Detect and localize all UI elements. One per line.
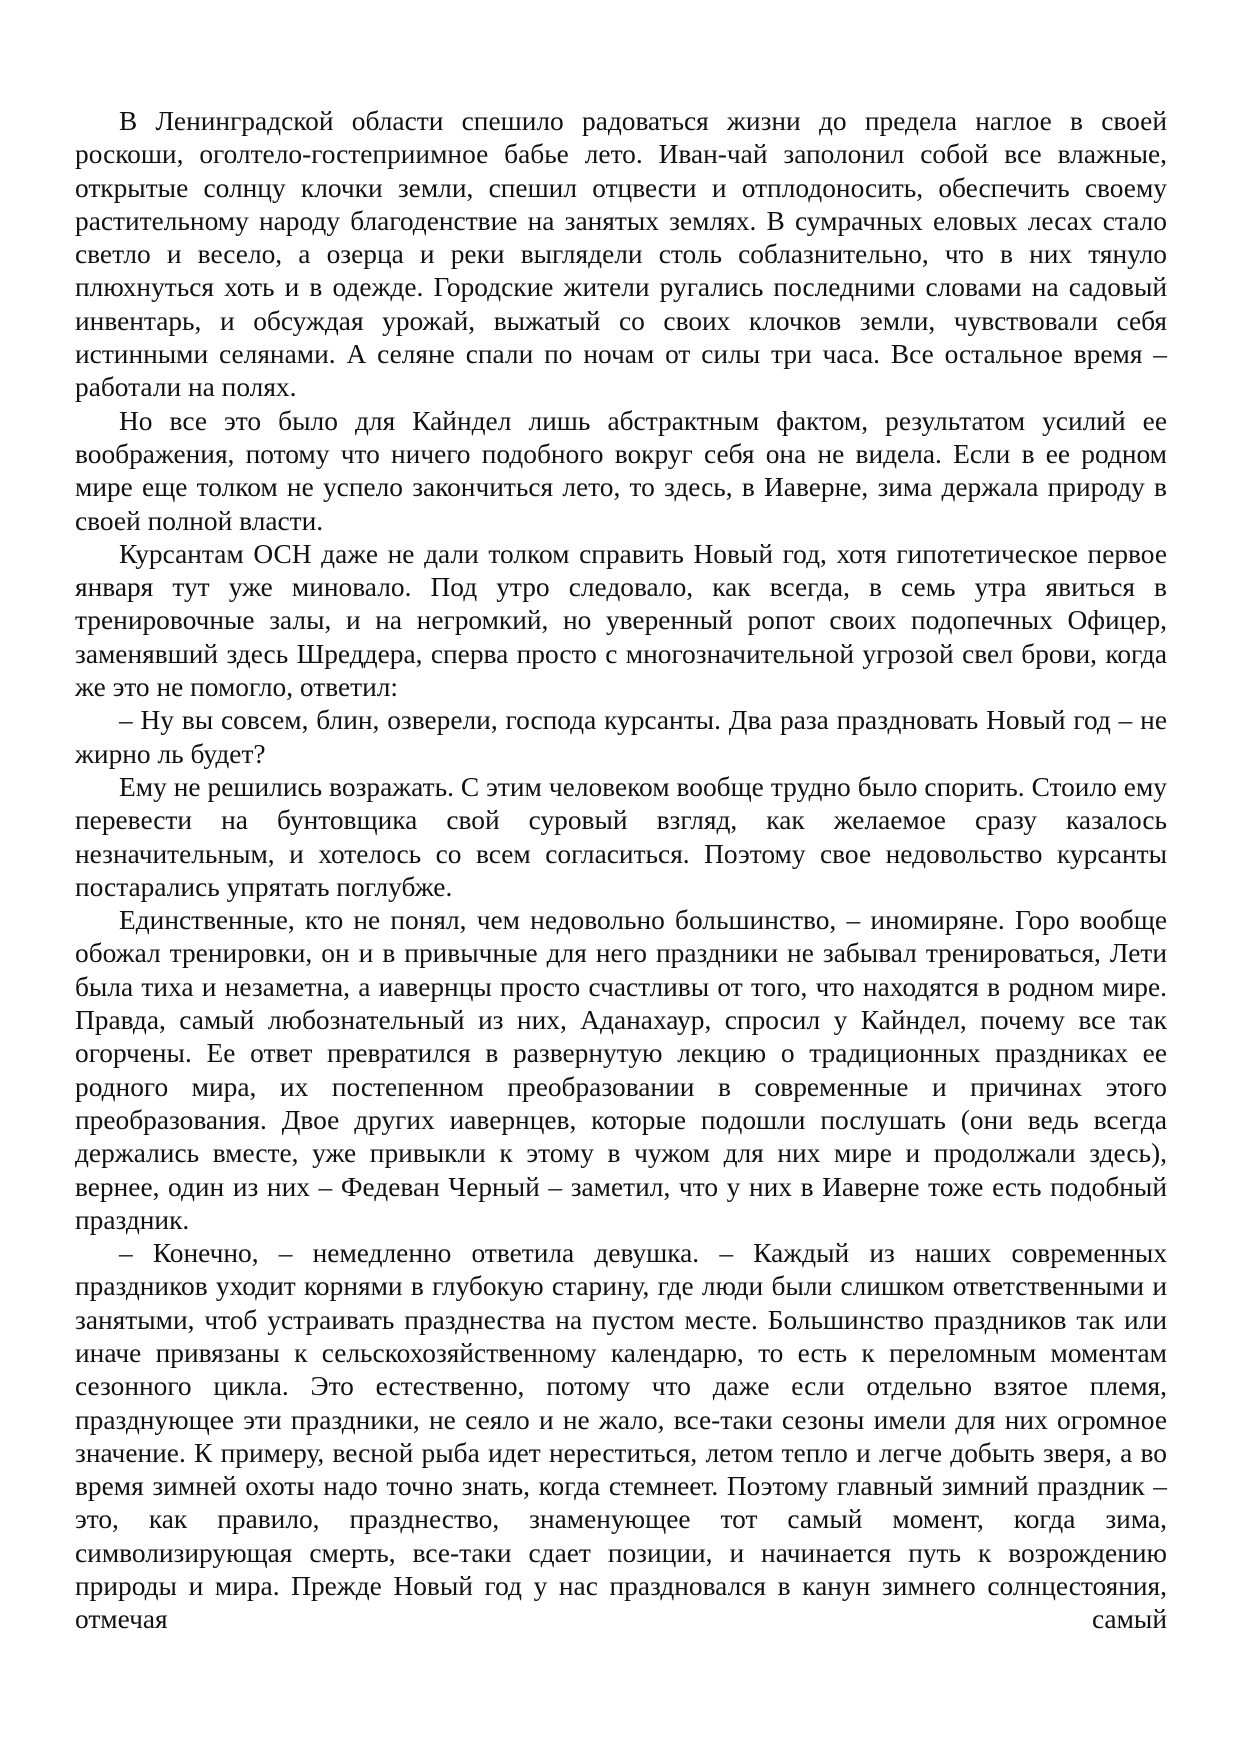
paragraph-1: В Ленинградской области спешило радоваться жизни до предела наглое в своей роскоши, оголтело-гостеприимное бабье лето. Иван-чай заполонил собой все влажные, открытые солнцу клочки земли, спешил отцвести и отплодоносить, обеспечить своему растительному народу благоденствие на занятых землях. В сумрачных еловых лесах стало светло и весело, а озерца и реки выглядели столь соблазнительно, что в них тянуло плюхнуться хоть и в одежде. Городские жители ругались последними словами на садовый инвентарь, и обсуждая урожай, выжатый со своих клочков земли, чувствовали себя истинными селянами. А селяне спали по ночам от силы три часа. Все остальное время – работали на полях.	[75, 106, 1167, 403]
paragraph-3: Курсантам ОСН даже не дали толком справить Новый год, хотя гипотетическое первое января тут уже миновало. Под утро следовало, как всегда, в семь утра явиться в тренировочные залы, и на негромкий, но уверенный ропот своих подопечных Офицер, заменявший здесь Шреддера, сперва просто с многозначительной угрозой свел брови, когда же это не помогло, ответил:	[75, 538, 1167, 703]
paragraph-7-dialogue: – Конечно, – немедленно ответила девушка. – Каждый из наших современных праздников уходит корнями в глубокую старину, где люди были слишком ответственными и занятыми, чтоб устраивать празднества на пустом месте. Большинство праздников так или иначе привязаны к сельскохозяйственному календарю, то есть к переломным моментам сезонного цикла. Это естественно, потому что даже если отдельно взятое племя, празднующее эти праздники, не сеяло и не жало, все-таки сезоны имели для них огромное значение. К примеру, весной рыба идет нереститься, летом тепло и легче добыть зверя, а во время зимней охоты надо точно знать, когда стемнеет. Поэтому главный зимний праздник – это, как правило, празднество, знаменующее тот самый момент, когда зима, символизирующая смерть, все-таки сдает позиции, и начинается путь к возрождению природы и мира. Прежде Новый год у нас праздновался в канун зимнего солнцестояния, отмечая самый	[75, 1238, 1167, 1635]
paragraph-2: Но все это было для Кайндел лишь абстрактным фактом, результатом усилий ее воображения, потому что ничего подобного вокруг себя она не видела. Если в ее родном мире еще толком не успело закончиться лето, то здесь, в Иаверне, зима держала природу в своей полной власти.	[75, 405, 1167, 536]
paragraph-6: Единственные, кто не понял, чем недовольно большинство, – иномиряне. Горо вообще обожал тренировки, он и в привычные для него праздники не забывал тренироваться, Лети была тиха и незаметна, а иавернцы просто счастливы от того, что находятся в родном мире. Правда, самый любознательный из них, Аданахаур, спросил у Кайндел, почему все так огорчены. Ее ответ превратился в развернутую лекцию о традиционных праздниках ее родного мира, их постепенном преобразовании в современные и причинах этого преобразования. Двое других иавернцев, которые подошли послушать (они ведь всегда держались вместе, уже привыкли к этому в чужом для них мире и продолжали здесь), вернее, один из них – Федеван Черный – заметил, что у них в Иаверне тоже есть подобный праздник.	[75, 905, 1167, 1235]
paragraph-4-dialogue: – Ну вы совсем, блин, озверели, господа курсанты. Два раза праздновать Новый год – не жирно ль будет?	[75, 705, 1167, 769]
paragraph-5: Ему не решились возражать. С этим человеком вообще трудно было спорить. Стоило ему перевести на бунтовщика свой суровый взгляд, как желаемое сразу казалось незначительным, и хотелось со всем согласиться. Поэтому свое недовольство курсанты постарались упрятать поглубже.	[75, 771, 1167, 902]
page-body	[75, 105, 1167, 1637]
